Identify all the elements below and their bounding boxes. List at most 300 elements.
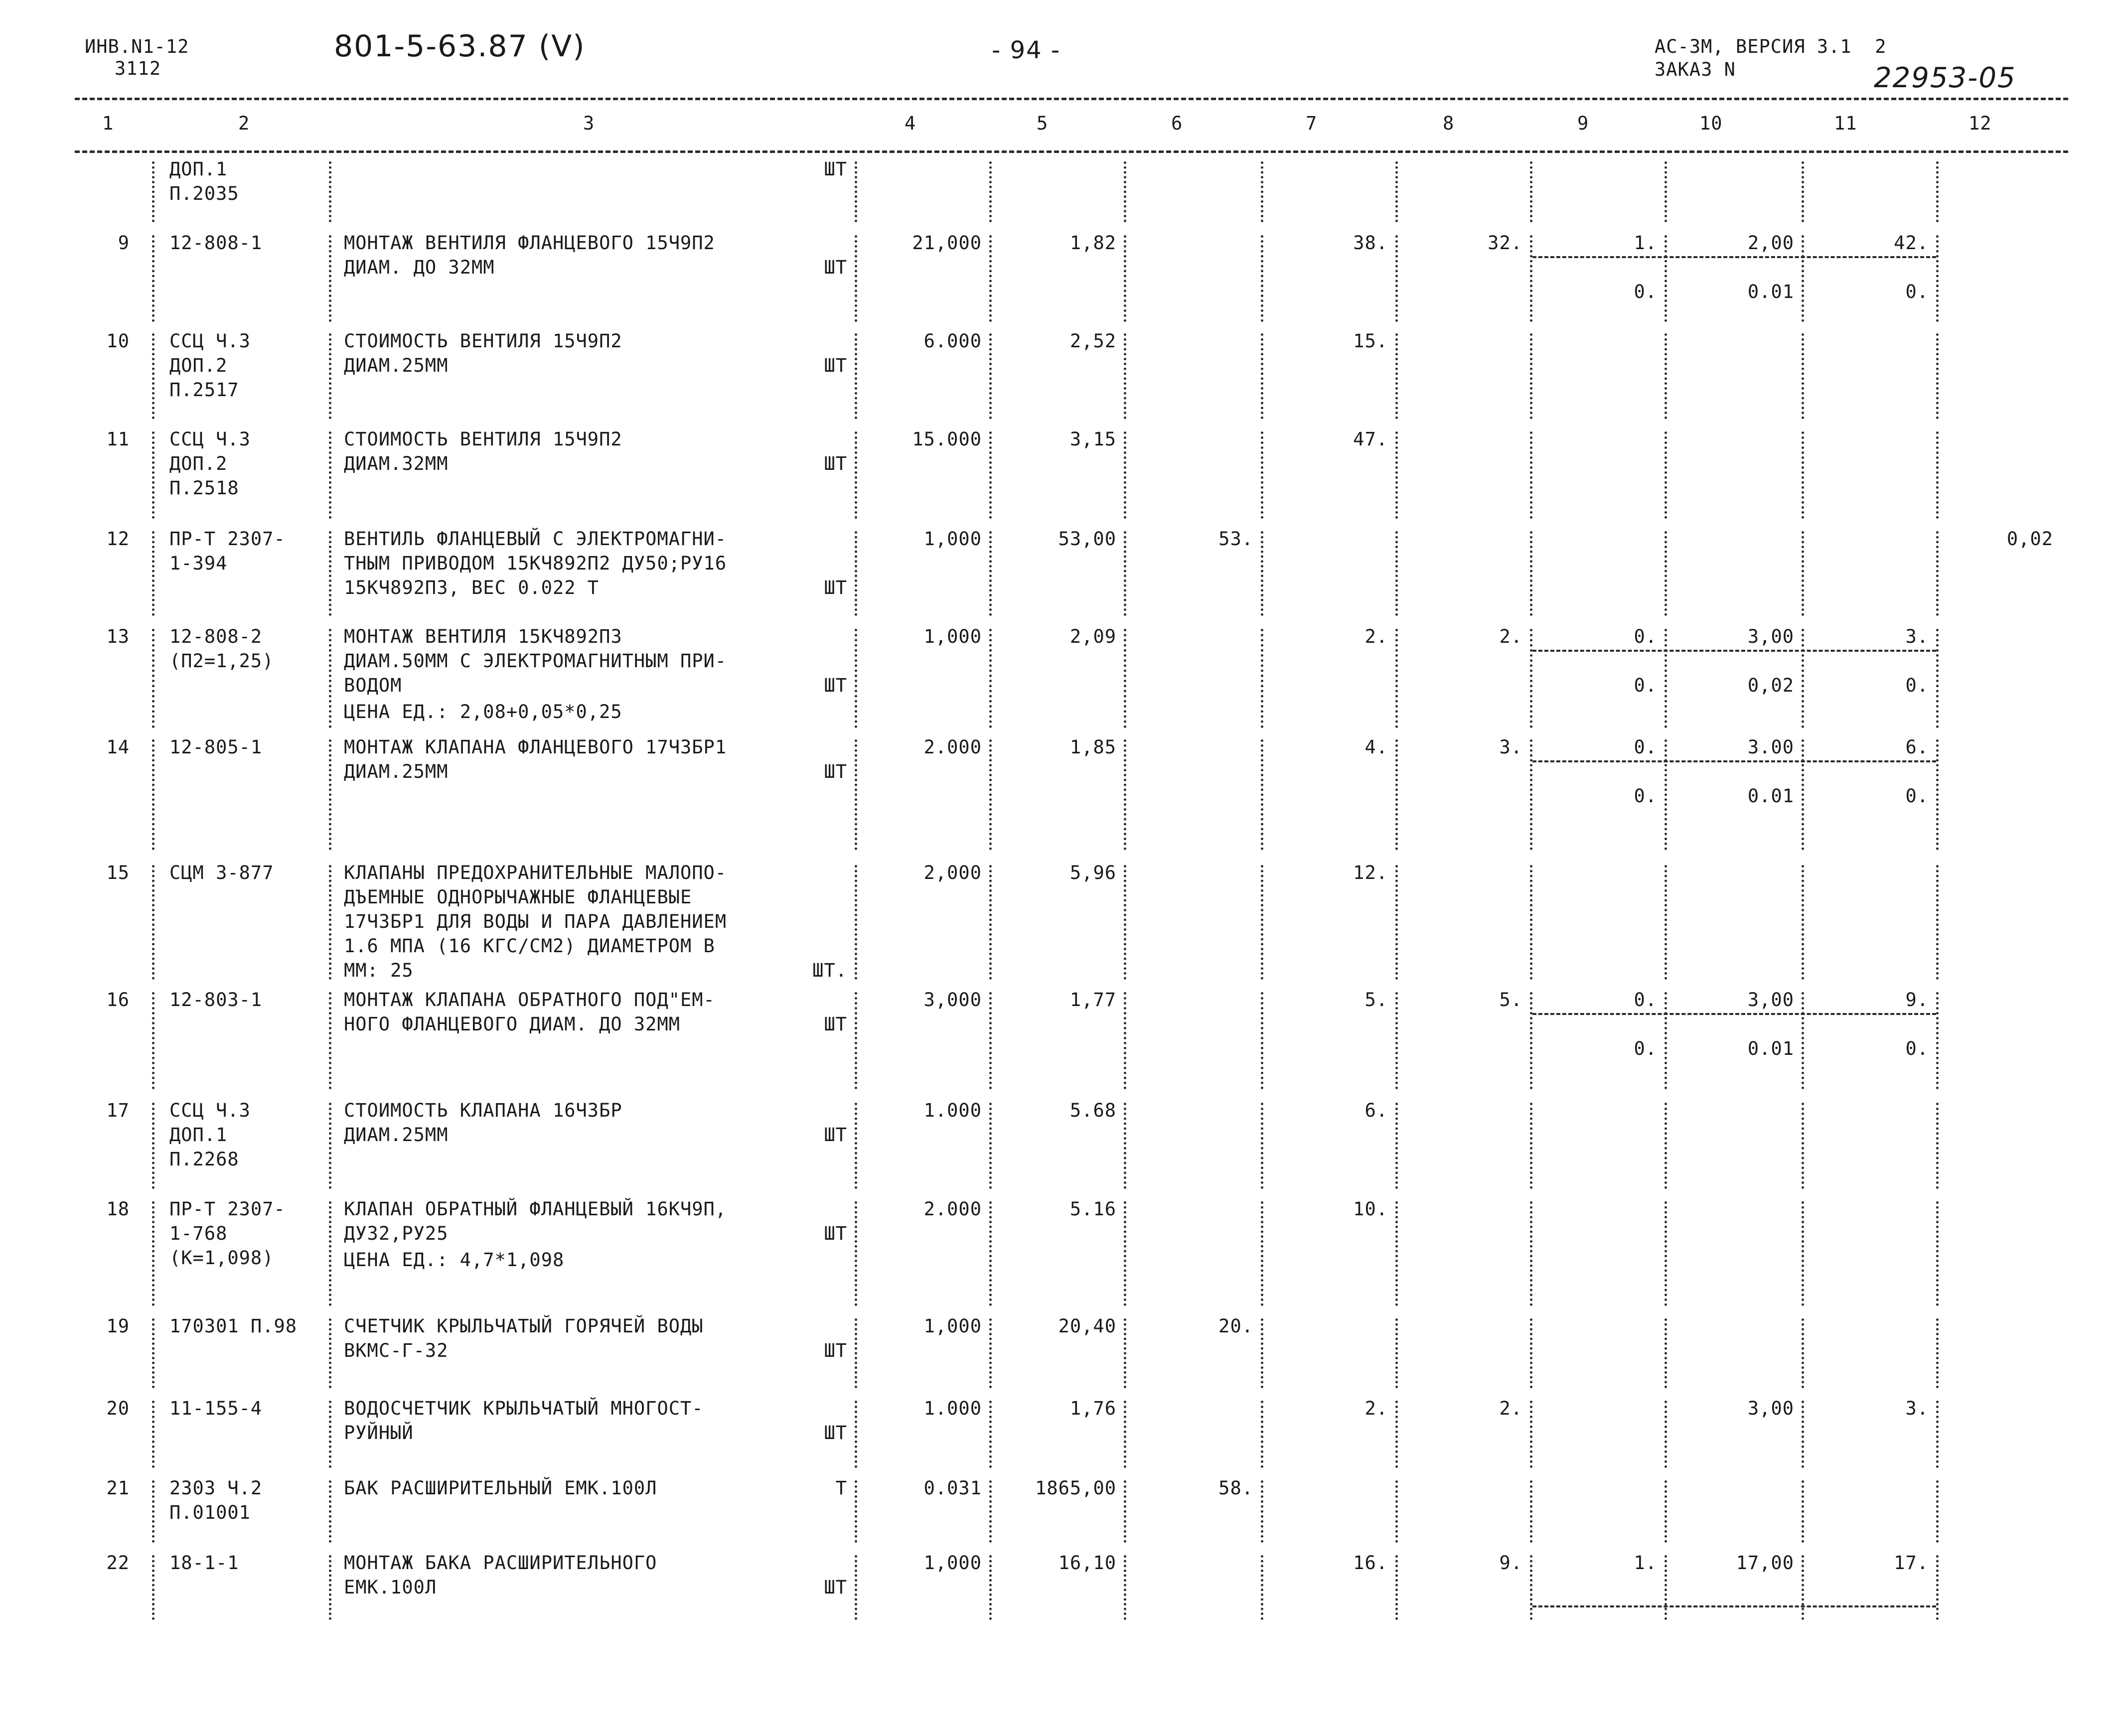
column-separator <box>329 1480 336 1543</box>
column-separator <box>1261 1480 1268 1543</box>
column-separator <box>1395 865 1403 980</box>
col9-subvalue: 0. <box>1634 675 1657 696</box>
quantity-value: 2.000 <box>923 736 982 758</box>
quantity-value: 1,000 <box>923 1315 982 1337</box>
column-separator <box>1530 1480 1537 1543</box>
work-description: МОНТАЖ КЛАПАНА ОБРАТНОГО ПОД"ЕМ- <box>344 989 715 1011</box>
column-separator <box>1802 531 1809 616</box>
col7-value: 38. <box>1353 232 1388 254</box>
unit-of-measure: ШТ <box>824 1013 847 1035</box>
column-separator <box>989 161 997 222</box>
column-separator <box>1395 1318 1403 1388</box>
col6-value: 53. <box>1218 528 1253 550</box>
column-separator <box>1124 1480 1131 1543</box>
col10-subvalue: 0.01 <box>1747 785 1794 807</box>
column-separator <box>989 1318 997 1388</box>
work-description: ДИАМ.25ММ <box>344 355 449 376</box>
work-description: ДИАМ.32ММ <box>344 453 449 474</box>
column-separator <box>1665 235 1672 322</box>
column-separator <box>1665 629 1672 728</box>
quantity-value: 0.031 <box>923 1477 982 1499</box>
header-rule-top <box>75 98 2068 100</box>
row-number: 15 <box>106 862 130 883</box>
column-separator <box>855 1103 862 1189</box>
row-number: 11 <box>106 429 130 450</box>
column-separator <box>1261 739 1268 850</box>
row-number: 17 <box>106 1100 130 1121</box>
column-separator <box>1665 531 1672 616</box>
quantity-value: 1.000 <box>923 1398 982 1419</box>
column-separator <box>1665 432 1672 519</box>
column-header-12: 12 <box>1968 113 1992 134</box>
col11-value: 3. <box>1905 1398 1929 1419</box>
col10-value: 3,00 <box>1747 626 1794 647</box>
resource-code: П.2268 <box>169 1149 239 1170</box>
col6-value: 20. <box>1218 1315 1253 1337</box>
order-number: 22953-05 <box>1874 62 2016 94</box>
column-header-5: 5 <box>1037 113 1049 134</box>
row-number: 16 <box>106 989 130 1011</box>
work-description: 17Ч3БР1 ДЛЯ ВОДЫ И ПАРА ДАВЛЕНИЕМ <box>344 911 727 932</box>
column-separator <box>1124 1401 1131 1468</box>
column-separator <box>152 161 159 222</box>
column-separator <box>855 531 862 616</box>
column-separator <box>1530 1103 1537 1189</box>
unit-price: 2,09 <box>1069 626 1116 647</box>
quantity-value: 15.000 <box>912 429 982 450</box>
unit-of-measure: ШТ. <box>812 960 847 981</box>
column-separator <box>1802 235 1809 322</box>
header-rule-bottom <box>75 150 2068 153</box>
work-description: СЧЕТЧИК КРЫЛЬЧАТЫЙ ГОРЯЧЕЙ ВОДЫ <box>344 1315 704 1337</box>
column-header-9: 9 <box>1577 113 1589 134</box>
col7-value: 15. <box>1353 330 1388 352</box>
column-separator <box>1124 992 1131 1089</box>
column-separator <box>1395 1201 1403 1306</box>
column-separator <box>855 235 862 322</box>
work-description: МОНТАЖ ВЕНТИЛЯ ФЛАНЦЕВОГО 15Ч9П2 <box>344 232 715 254</box>
column-separator <box>152 739 159 850</box>
resource-code: 12-805-1 <box>169 736 263 758</box>
col7-value: 10. <box>1353 1198 1388 1220</box>
column-separator <box>329 333 336 419</box>
column-separator <box>1665 865 1672 980</box>
col11-subvalue: 0. <box>1905 281 1929 302</box>
column-separator <box>1530 1201 1537 1306</box>
quantity-value: 2,000 <box>923 862 982 883</box>
col7-value: 2. <box>1364 626 1388 647</box>
column-header-4: 4 <box>905 113 916 134</box>
col11-value: 17. <box>1894 1552 1929 1574</box>
column-header-6: 6 <box>1171 113 1183 134</box>
col10-subvalue: 0,02 <box>1747 675 1794 696</box>
unit-of-measure: ШТ <box>824 453 847 474</box>
row-number: 22 <box>106 1552 130 1574</box>
col9-value: 0. <box>1634 989 1657 1011</box>
resource-code: П.2035 <box>169 183 239 204</box>
col7-value: 5. <box>1364 989 1388 1011</box>
column-separator <box>152 1103 159 1189</box>
column-separator <box>1124 161 1131 222</box>
col9-subvalue: 0. <box>1634 1038 1657 1059</box>
resource-code: (К=1,098) <box>169 1247 274 1269</box>
work-description: СТОИМОСТЬ ВЕНТИЛЯ 15Ч9П2 <box>344 429 622 450</box>
column-separator <box>329 235 336 322</box>
column-separator <box>329 1318 336 1388</box>
resource-code: П.2517 <box>169 379 239 401</box>
unit-price: 1865,00 <box>1035 1477 1116 1499</box>
column-separator <box>329 161 336 222</box>
col10-value: 3.00 <box>1747 736 1794 758</box>
column-separator <box>1530 235 1537 322</box>
column-separator <box>1124 1318 1131 1388</box>
column-separator <box>1261 531 1268 616</box>
unit-price: 16,10 <box>1058 1552 1116 1574</box>
col7-value: 6. <box>1364 1100 1388 1121</box>
order-label: ЗАКАЗ N <box>1655 59 1736 80</box>
column-separator <box>1261 1103 1268 1189</box>
column-separator <box>1395 1401 1403 1468</box>
resource-code: ДОП.1 <box>169 158 228 180</box>
quantity-value: 1,000 <box>923 1552 982 1574</box>
unit-price: 3,15 <box>1069 429 1116 450</box>
unit-of-measure: ШТ <box>824 1340 847 1361</box>
col7-value: 2. <box>1364 1398 1388 1419</box>
column-separator <box>152 1480 159 1543</box>
column-separator <box>989 1103 997 1189</box>
unit-of-measure: ШТ <box>824 675 847 696</box>
column-separator <box>1665 1401 1672 1468</box>
unit-of-measure: ШТ <box>824 577 847 598</box>
column-separator <box>855 1555 862 1620</box>
col7-value: 12. <box>1353 862 1388 883</box>
work-description: МОНТАЖ БАКА РАСШИРИТЕЛЬНОГО <box>344 1552 657 1574</box>
column-header-11: 11 <box>1834 113 1857 134</box>
column-separator <box>1124 865 1131 980</box>
column-separator <box>152 1555 159 1620</box>
column-separator <box>1395 432 1403 519</box>
page-number: - 94 - <box>992 36 1061 64</box>
quantity-value: 21,000 <box>912 232 982 254</box>
column-separator <box>855 739 862 850</box>
column-separator <box>1261 1318 1268 1388</box>
column-separator <box>1124 1555 1131 1620</box>
work-description: ВЕНТИЛЬ ФЛАНЦЕВЫЙ С ЭЛЕКТРОМАГНИ- <box>344 528 727 550</box>
unit-of-measure: Т <box>835 1477 847 1499</box>
unit-price: 53,00 <box>1058 528 1116 550</box>
quantity-value: 2.000 <box>923 1198 982 1220</box>
column-separator <box>152 1401 159 1468</box>
row-number: 9 <box>118 232 130 254</box>
row-number: 20 <box>106 1398 130 1419</box>
unit-of-measure: ШТ <box>824 158 847 180</box>
work-description: РУЙНЫЙ <box>344 1422 414 1444</box>
col11-value: 42. <box>1894 232 1929 254</box>
resource-code: 2303 Ч.2 <box>169 1477 263 1499</box>
unit-price: 5,96 <box>1069 862 1116 883</box>
work-description: 15КЧ892П3, ВЕС 0.022 Т <box>344 577 600 598</box>
column-separator <box>1936 432 1944 519</box>
column-separator <box>1665 1103 1672 1189</box>
column-separator <box>1936 992 1944 1089</box>
column-separator <box>1261 333 1268 419</box>
column-separator <box>1665 1480 1672 1543</box>
column-separator <box>1936 1555 1944 1620</box>
column-separator <box>989 235 997 322</box>
resource-code: ССЦ Ч.3 <box>169 429 251 450</box>
resource-code: 1-768 <box>169 1223 228 1244</box>
col8-value: 3. <box>1499 736 1522 758</box>
column-header-8: 8 <box>1443 113 1455 134</box>
resource-code: 18-1-1 <box>169 1552 239 1574</box>
column-separator <box>1530 161 1537 222</box>
column-separator <box>152 333 159 419</box>
column-separator <box>329 531 336 616</box>
column-separator <box>1261 1201 1268 1306</box>
col11-subvalue: 0. <box>1905 675 1929 696</box>
column-separator <box>1530 531 1537 616</box>
column-separator <box>1395 1480 1403 1543</box>
column-separator <box>329 1401 336 1468</box>
col11-subvalue: 0. <box>1905 1038 1929 1059</box>
col10-subvalue: 0.01 <box>1747 1038 1794 1059</box>
column-separator <box>989 992 997 1089</box>
column-separator <box>989 333 997 419</box>
column-separator <box>1395 1103 1403 1189</box>
column-separator <box>989 739 997 850</box>
row-number: 21 <box>106 1477 130 1499</box>
col7-value: 47. <box>1353 429 1388 450</box>
col8-value: 9. <box>1499 1552 1522 1574</box>
unit-of-measure: ШТ <box>824 257 847 278</box>
column-separator <box>855 1401 862 1468</box>
resource-code: (П2=1,25) <box>169 650 274 672</box>
column-separator <box>1802 161 1809 222</box>
quantity-value: 1,000 <box>923 528 982 550</box>
col12-value: 0,02 <box>2006 528 2053 550</box>
unit-price: 1,82 <box>1069 232 1116 254</box>
unit-of-measure: ШТ <box>824 1124 847 1146</box>
work-description: ТНЫМ ПРИВОДОМ 15КЧ892П2 ДУ50;РУ16 <box>344 553 727 574</box>
column-separator <box>1802 629 1809 728</box>
col8-value: 2. <box>1499 1398 1522 1419</box>
col6-value: 58. <box>1218 1477 1253 1499</box>
col10-value: 3,00 <box>1747 1398 1794 1419</box>
col11-value: 3. <box>1905 626 1929 647</box>
resource-code: 12-808-2 <box>169 626 263 647</box>
col8-value: 2. <box>1499 626 1522 647</box>
col10-value: 17,00 <box>1736 1552 1794 1574</box>
col10-value: 3,00 <box>1747 989 1794 1011</box>
column-separator <box>855 1201 862 1306</box>
resource-code: 12-803-1 <box>169 989 263 1011</box>
column-separator <box>1124 432 1131 519</box>
resource-code: ПР-Т 2307- <box>169 1198 286 1220</box>
subtotal-divider <box>1532 760 1936 762</box>
column-separator <box>1124 1103 1131 1189</box>
unit-price: 1,76 <box>1069 1398 1116 1419</box>
price-note: ЦЕНА ЕД.: 4,7*1,098 <box>344 1249 565 1271</box>
column-separator <box>1936 333 1944 419</box>
col11-value: 6. <box>1905 736 1929 758</box>
column-separator <box>855 333 862 419</box>
column-separator <box>1395 235 1403 322</box>
resource-code: ДОП.1 <box>169 1124 228 1146</box>
col7-value: 4. <box>1364 736 1388 758</box>
column-separator <box>1261 161 1268 222</box>
work-description: КЛАПАН ОБРАТНЫЙ ФЛАНЦЕВЫЙ 16КЧ9П, <box>344 1198 727 1220</box>
column-separator <box>1802 1480 1809 1543</box>
column-separator <box>1530 333 1537 419</box>
column-header-10: 10 <box>1699 113 1723 134</box>
column-header-1: 1 <box>102 113 114 134</box>
subtotal-divider <box>1532 1605 1936 1607</box>
column-separator <box>1802 1201 1809 1306</box>
column-separator <box>1802 1103 1809 1189</box>
work-description: ММ: 25 <box>344 960 414 981</box>
row-number: 13 <box>106 626 130 647</box>
column-separator <box>855 629 862 728</box>
unit-of-measure: ШТ <box>824 761 847 782</box>
column-separator <box>152 235 159 322</box>
col11-subvalue: 0. <box>1905 785 1929 807</box>
inventory-number: ИНВ.N1-12 <box>85 36 189 57</box>
column-separator <box>1936 161 1944 222</box>
col9-value: 1. <box>1634 232 1657 254</box>
row-number: 10 <box>106 330 130 352</box>
column-separator <box>1261 865 1268 980</box>
column-separator <box>1530 1318 1537 1388</box>
column-separator <box>152 432 159 519</box>
column-separator <box>855 1480 862 1543</box>
column-separator <box>1124 739 1131 850</box>
column-separator <box>1802 1401 1809 1468</box>
unit-price: 2,52 <box>1069 330 1116 352</box>
unit-price: 1,85 <box>1069 736 1116 758</box>
column-separator <box>1665 161 1672 222</box>
column-separator <box>1936 531 1944 616</box>
work-description: НОГО ФЛАНЦЕВОГО ДИАМ. ДО 32ММ <box>344 1013 681 1035</box>
column-separator <box>1530 865 1537 980</box>
column-separator <box>989 531 997 616</box>
column-separator <box>1261 1401 1268 1468</box>
resource-code: ДОП.2 <box>169 355 228 376</box>
column-separator <box>152 1318 159 1388</box>
column-separator <box>1665 992 1672 1089</box>
column-separator <box>1395 629 1403 728</box>
column-separator <box>1936 1480 1944 1543</box>
column-separator <box>1802 333 1809 419</box>
column-separator <box>1802 865 1809 980</box>
column-separator <box>1261 1555 1268 1620</box>
column-separator <box>989 1401 997 1468</box>
column-separator <box>1261 235 1268 322</box>
column-separator <box>1530 992 1537 1089</box>
column-separator <box>329 739 336 850</box>
subtotal-divider <box>1532 650 1936 652</box>
quantity-value: 1.000 <box>923 1100 982 1121</box>
column-separator <box>989 1201 997 1306</box>
column-separator <box>1261 432 1268 519</box>
column-separator <box>329 432 336 519</box>
work-description: БАК РАСШИРИТЕЛЬНЫЙ ЕМК.100Л <box>344 1477 657 1499</box>
col8-value: 5. <box>1499 989 1522 1011</box>
inventory-code: 3112 <box>115 58 161 79</box>
column-separator <box>989 1555 997 1620</box>
column-separator <box>989 432 997 519</box>
col9-subvalue: 0. <box>1634 281 1657 302</box>
unit-price: 5.68 <box>1069 1100 1116 1121</box>
column-separator <box>1395 1555 1403 1620</box>
quantity-value: 6.000 <box>923 330 982 352</box>
unit-price: 5.16 <box>1069 1198 1116 1220</box>
column-separator <box>1395 739 1403 850</box>
price-note: ЦЕНА ЕД.: 2,08+0,05*0,25 <box>344 701 622 723</box>
quantity-value: 1,000 <box>923 626 982 647</box>
column-separator <box>1802 1555 1809 1620</box>
work-description: ДИАМ.25ММ <box>344 761 449 782</box>
unit-price: 20,40 <box>1058 1315 1116 1337</box>
col8-value: 32. <box>1488 232 1522 254</box>
column-separator <box>1665 333 1672 419</box>
column-separator <box>329 1555 336 1620</box>
column-separator <box>989 629 997 728</box>
column-separator <box>1530 1555 1537 1620</box>
column-header-3: 3 <box>583 113 595 134</box>
column-separator <box>1936 1103 1944 1189</box>
column-separator <box>1261 629 1268 728</box>
document-code: 801-5-63.87 (V) <box>334 29 586 64</box>
column-separator <box>1124 629 1131 728</box>
work-description: ДИАМ.25ММ <box>344 1124 449 1146</box>
resource-code: ДОП.2 <box>169 453 228 474</box>
work-description: ВОДОСЧЕТЧИК КРЫЛЬЧАТЫЙ МНОГОСТ- <box>344 1398 704 1419</box>
column-separator <box>1530 1401 1537 1468</box>
column-separator <box>329 992 336 1089</box>
column-separator <box>1530 739 1537 850</box>
row-number: 14 <box>106 736 130 758</box>
unit-of-measure: ШТ <box>824 1223 847 1244</box>
column-separator <box>989 1480 997 1543</box>
quantity-value: 3,000 <box>923 989 982 1011</box>
column-separator <box>1936 1401 1944 1468</box>
column-separator <box>152 992 159 1089</box>
column-separator <box>1665 1555 1672 1620</box>
resource-code: 1-394 <box>169 553 228 574</box>
subtotal-divider <box>1532 1013 1936 1015</box>
row-number: 18 <box>106 1198 130 1220</box>
column-separator <box>1936 235 1944 322</box>
column-separator <box>1395 531 1403 616</box>
column-separator <box>1936 865 1944 980</box>
column-separator <box>1665 739 1672 850</box>
col9-subvalue: 0. <box>1634 785 1657 807</box>
column-separator <box>855 161 862 222</box>
row-number: 12 <box>106 528 130 550</box>
work-description: 1.6 МПА (16 КГС/СМ2) ДИАМЕТРОМ В <box>344 935 715 957</box>
column-separator <box>1936 1201 1944 1306</box>
col10-value: 2,00 <box>1747 232 1794 254</box>
column-header-7: 7 <box>1306 113 1318 134</box>
work-description: ЕМК.100Л <box>344 1577 437 1598</box>
column-separator <box>152 865 159 980</box>
unit-price: 1,77 <box>1069 989 1116 1011</box>
col10-subvalue: 0.01 <box>1747 281 1794 302</box>
resource-code: П.01001 <box>169 1502 251 1523</box>
column-separator <box>152 1201 159 1306</box>
resource-code: ПР-Т 2307- <box>169 528 286 550</box>
col7-value: 16. <box>1353 1552 1388 1574</box>
